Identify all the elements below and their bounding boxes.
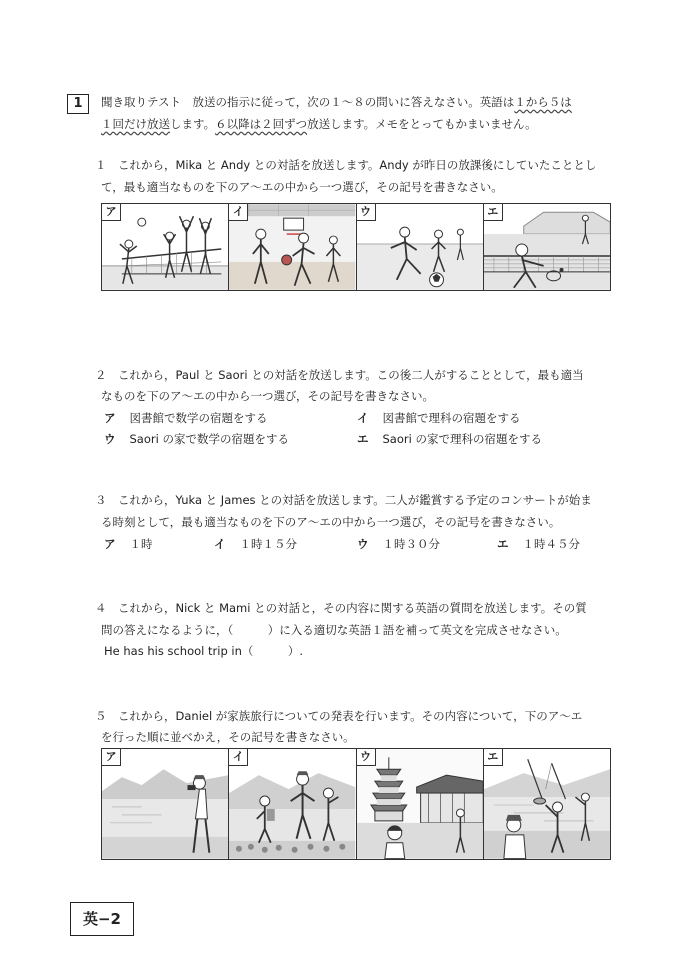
q1-panel-u-soccer bbox=[357, 204, 484, 290]
option-kana: エ bbox=[497, 537, 509, 551]
option-text: Saori の家で理科の宿題をする bbox=[382, 432, 542, 446]
q2-option-i bbox=[357, 411, 521, 425]
q1-text-line-2: て，最も適当なものを下のア～エの中から一つ選び，その記号を書きなさい。 bbox=[101, 180, 503, 194]
option-text: １時１５分 bbox=[239, 537, 297, 551]
panel-label: ウ bbox=[357, 749, 376, 766]
q1-picture-strip bbox=[101, 203, 611, 291]
q3-option-u bbox=[357, 537, 440, 551]
option-kana: ウ bbox=[104, 432, 116, 446]
instructions-text: 放送します。メモをとってもかまいません。 bbox=[307, 117, 537, 131]
panel-label: ウ bbox=[357, 204, 376, 221]
q5-panel-e-fishing bbox=[484, 749, 610, 859]
q1-panel-e-tennis bbox=[484, 204, 610, 290]
option-text: １時３０分 bbox=[382, 537, 440, 551]
panel-label: エ bbox=[484, 204, 503, 221]
q4-text-line-1: ４ これから，Nick と Mami との対話と，その内容に関する英語の質問を放送します。その質 bbox=[95, 601, 587, 615]
q5-text-line-1: ５ これから，Daniel が家族旅行についての発表を行います。その内容について，下のア～エ bbox=[95, 709, 583, 723]
q4-answer-sentence: He has his school trip in（ ）. bbox=[104, 644, 304, 658]
q2-option-a bbox=[104, 411, 268, 425]
option-kana: エ bbox=[357, 432, 369, 446]
panel-label: ア bbox=[102, 204, 121, 221]
option-kana: ア bbox=[104, 537, 116, 551]
option-text: 図書館で理科の宿題をする bbox=[382, 411, 521, 425]
panel-label: イ bbox=[229, 204, 248, 221]
q1-panel-a-volleyball bbox=[102, 204, 229, 290]
q5-panel-a-lake-photo bbox=[102, 749, 229, 859]
option-kana: イ bbox=[357, 411, 369, 425]
instructions-text: 聞き取りテスト 放送の指示に従って，次の１～８の問いに答えなさい。英語は bbox=[101, 95, 515, 109]
instructions-underlined: １から５は bbox=[514, 95, 572, 109]
q3-option-a bbox=[104, 537, 153, 551]
option-text: １時４５分 bbox=[522, 537, 580, 551]
q1-panel-i-basketball bbox=[229, 204, 356, 290]
q2-text-line-1: ２ これから，Paul と Saori との対話を放送します。この後二人がすることとして，最も適当 bbox=[95, 368, 584, 382]
panel-label: ア bbox=[102, 749, 121, 766]
instructions-line-2 bbox=[101, 117, 537, 131]
question-number-box: 1 bbox=[67, 94, 89, 114]
q2-text-line-2: なものを下のア～エの中から一つ選び，その記号を書きなさい。 bbox=[101, 389, 435, 403]
q4-text-line-2: 問の答えになるように，（ ）に入る適切な英語１語を補って英文を完成させなさい。 bbox=[101, 623, 567, 637]
page-number-box: 英−2 bbox=[70, 902, 134, 936]
option-kana: ウ bbox=[357, 537, 369, 551]
q3-text-line-1: ３ これから，Yuka と James との対話を放送します。二人が鑑賞する予定のコンサートが始ま bbox=[95, 493, 592, 507]
panel-label: イ bbox=[229, 749, 248, 766]
option-text: Saori の家で数学の宿題をする bbox=[129, 432, 289, 446]
q5-text-line-2: を行った順に並べかえ，その記号を書きなさい。 bbox=[101, 730, 355, 744]
instructions-text: します。 bbox=[170, 117, 216, 131]
instructions-underlined: ６以降は２回ずつ bbox=[215, 117, 308, 131]
q3-option-i bbox=[214, 537, 297, 551]
option-text: 図書館で数学の宿題をする bbox=[129, 411, 268, 425]
q3-text-line-2: る時刻として，最も適当なものを下のア～エの中から一つ選び，その記号を書きなさい。 bbox=[101, 515, 561, 529]
q3-option-e bbox=[497, 537, 580, 551]
panel-label: エ bbox=[484, 749, 503, 766]
q5-panel-i-hiking bbox=[229, 749, 356, 859]
q5-picture-strip bbox=[101, 748, 611, 860]
option-text: １時 bbox=[129, 537, 153, 551]
q2-option-u bbox=[104, 432, 289, 446]
instructions-line-1 bbox=[101, 95, 572, 109]
q1-text-line-1: １ これから，Mika と Andy との対話を放送します。Andy が昨日の放課後にしていたこととし bbox=[95, 158, 597, 172]
q2-option-e bbox=[357, 432, 542, 446]
q5-panel-u-temple bbox=[357, 749, 484, 859]
option-kana: イ bbox=[214, 537, 226, 551]
option-kana: ア bbox=[104, 411, 116, 425]
instructions-underlined: １回だけ放送 bbox=[101, 117, 170, 131]
